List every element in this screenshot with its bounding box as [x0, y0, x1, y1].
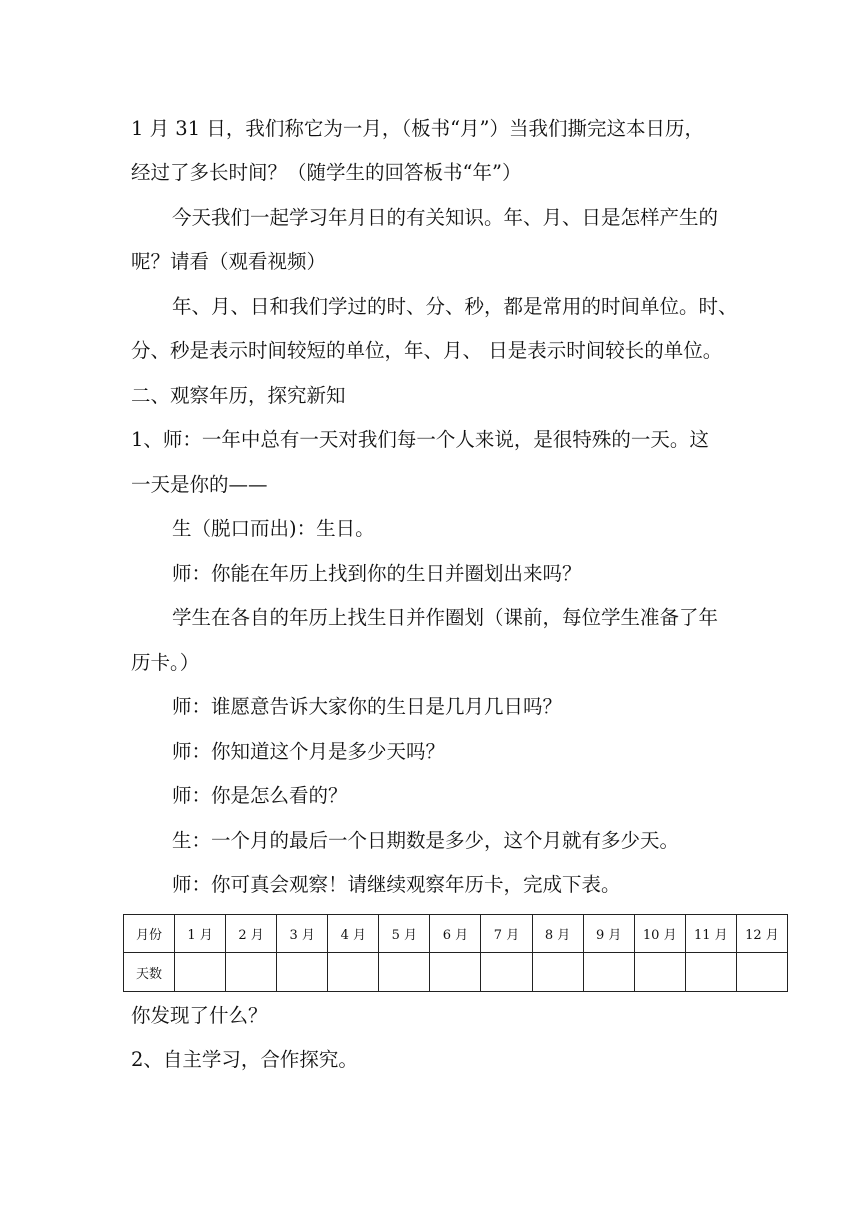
paragraph-line: 生（脱口而出)：生日。 — [172, 517, 375, 540]
table-cell-month: 12 月 — [736, 915, 787, 953]
paragraph-line: 1、师：一年中总有一天对我们每一个人来说，是很特殊的一天。这 — [131, 428, 709, 451]
paragraph-line: 历卡。） — [131, 651, 200, 674]
table-cell-month: 7 月 — [481, 915, 532, 953]
table-cell-month: 10 月 — [634, 915, 685, 953]
paragraph-line: 呢？请看（观看视频） — [131, 250, 327, 273]
paragraph-line: 学生在各自的年历上找生日并作圈划（课前，每位学生准备了年 — [172, 606, 719, 629]
table-cell-month: 1 月 — [175, 915, 226, 953]
paragraph-line: 你发现了什么？ — [131, 1004, 268, 1027]
paragraph-line: 1 月 31 日，我们称它为一月，（板书“月”）当我们撕完这本日历， — [131, 117, 705, 140]
table-cell-days-empty — [532, 953, 583, 992]
table-cell-days-empty — [175, 953, 226, 992]
table-cell-days-empty — [328, 953, 379, 992]
paragraph-line: 2、自主学习，合作探究。 — [131, 1048, 358, 1071]
table-cell-month: 11 月 — [685, 915, 736, 953]
paragraph-line: 师：你是怎么看的？ — [172, 784, 348, 807]
paragraph-line: 年、月、日和我们学过的时、分、秒，都是常用的时间单位。时、 — [172, 295, 738, 318]
table-cell-days-empty — [481, 953, 532, 992]
paragraph-line: 今天我们一起学习年月日的有关知识。年、月、日是怎样产生的 — [172, 206, 719, 229]
table-cell-days-empty — [685, 953, 736, 992]
paragraph-line: 经过了多长时间？（随学生的回答板书“年”） — [131, 161, 522, 184]
table-cell-month: 4 月 — [328, 915, 379, 953]
table-cell-days-empty — [736, 953, 787, 992]
table-header-cell: 天数 — [124, 953, 175, 992]
table-cell-month: 3 月 — [277, 915, 328, 953]
table-cell-days-empty — [379, 953, 430, 992]
paragraph-line: 一天是你的—— — [131, 473, 268, 496]
table-cell-month: 2 月 — [226, 915, 277, 953]
table-cell-month: 5 月 — [379, 915, 430, 953]
table-cell-days-empty — [277, 953, 328, 992]
paragraph-line: 生：一个月的最后一个日期数是多少，这个月就有多少天。 — [172, 829, 680, 852]
paragraph-line: 分、秒是表示时间较短的单位，年、月、 日是表示时间较长的单位。 — [131, 339, 723, 362]
table-cell-days-empty — [634, 953, 685, 992]
table-row — [124, 953, 788, 992]
table-cell-month: 6 月 — [430, 915, 481, 953]
table-cell-days-empty — [226, 953, 277, 992]
month-days-table — [123, 914, 788, 992]
paragraph-line: 师：你能在年历上找到你的生日并圈划出来吗？ — [172, 562, 582, 585]
paragraph-line: 师：你可真会观察！请继续观察年历卡，完成下表。 — [172, 873, 621, 896]
paragraph-line: 师：你知道这个月是多少天吗？ — [172, 740, 446, 763]
table-cell-days-empty — [430, 953, 481, 992]
table-cell-month: 8 月 — [532, 915, 583, 953]
paragraph-line: 师：谁愿意告诉大家你的生日是几月几日吗？ — [172, 695, 563, 718]
section-heading: 二、观察年历，探究新知 — [131, 384, 346, 407]
table-cell-days-empty — [583, 953, 634, 992]
table-header-cell: 月份 — [124, 915, 175, 953]
table-row — [124, 915, 788, 953]
table-cell-month: 9 月 — [583, 915, 634, 953]
